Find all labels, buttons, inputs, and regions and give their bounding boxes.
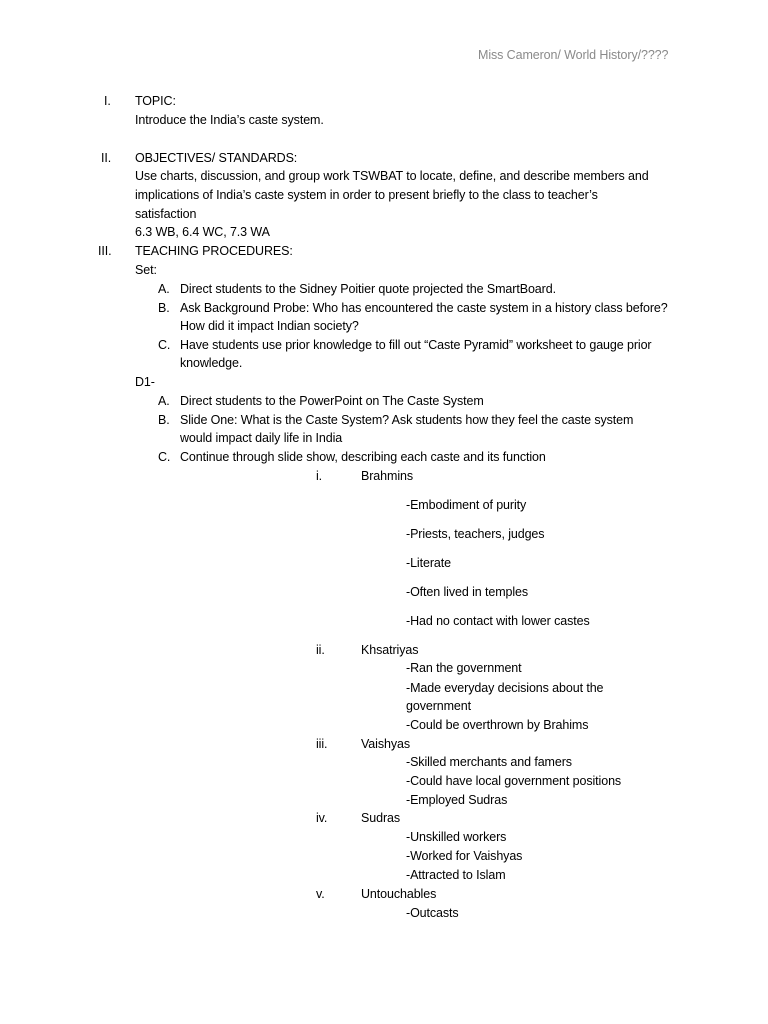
list-item-text: would impact daily life in India (180, 431, 343, 445)
list-item-text: Continue through slide show, describing each caste and its function (180, 450, 546, 464)
page-header: Miss Cameron/ World History/???? (478, 48, 669, 62)
caste-name: Sudras (361, 811, 401, 825)
section-1-number: I. (104, 94, 111, 108)
objectives-line: Use charts, discussion, and group work TSWBAT to locate, define, and describe members and (135, 169, 649, 183)
caste-number: i. (316, 469, 323, 483)
caste-name: Khsatriyas (361, 643, 419, 657)
d1-label: D1- (135, 375, 155, 389)
list-letter: B. (158, 413, 170, 427)
list-letter: B. (158, 301, 170, 315)
caste-note: -Worked for Vaishyas (406, 849, 523, 863)
list-item-text: Direct students to the Sidney Poitier quote projected the SmartBoard. (180, 282, 556, 296)
caste-number: iii. (316, 737, 328, 751)
caste-note: -Priests, teachers, judges (406, 527, 545, 541)
caste-name: Brahmins (361, 469, 413, 483)
caste-note: -Could be overthrown by Brahims (406, 718, 589, 732)
standards-line: 6.3 WB, 6.4 WC, 7.3 WA (135, 225, 270, 239)
objectives-line: satisfaction (135, 207, 197, 221)
set-label: Set: (135, 263, 157, 277)
list-letter: C. (158, 450, 171, 464)
section-2-title: OBJECTIVES/ STANDARDS: (135, 151, 298, 165)
section-3-number: III. (98, 244, 112, 258)
section-3-title: TEACHING PROCEDURES: (135, 244, 293, 258)
list-letter: C. (158, 338, 171, 352)
list-item-text: How did it impact Indian society? (180, 319, 359, 333)
caste-note: -Embodiment of purity (406, 498, 527, 512)
caste-note: -Skilled merchants and famers (406, 755, 572, 769)
caste-name: Vaishyas (361, 737, 410, 751)
caste-note: -Had no contact with lower castes (406, 614, 590, 628)
section-2-number: II. (101, 151, 112, 165)
section-1-title: TOPIC: (135, 94, 176, 108)
caste-number: ii. (316, 643, 325, 657)
caste-note: -Could have local government positions (406, 774, 622, 788)
caste-note: -Literate (406, 556, 451, 570)
list-item-text: Ask Background Probe: Who has encountered the caste system in a history class before? (180, 301, 668, 315)
caste-note: -Employed Sudras (406, 793, 508, 807)
caste-note: -Unskilled workers (406, 830, 507, 844)
caste-note: -Outcasts (406, 906, 459, 920)
list-item-text: Have students use prior knowledge to fill out “Caste Pyramid” worksheet to gauge prior (180, 338, 652, 352)
caste-number: v. (316, 887, 325, 901)
list-letter: A. (158, 394, 170, 408)
list-item-text: Slide One: What is the Caste System? Ask students how they feel the caste system (180, 413, 634, 427)
section-1-body: Introduce the India’s caste system. (135, 113, 324, 127)
list-item-text: knowledge. (180, 356, 243, 370)
caste-name: Untouchables (361, 887, 437, 901)
caste-note: -Ran the government (406, 661, 522, 675)
caste-note: -Attracted to Islam (406, 868, 506, 882)
caste-note: government (406, 699, 472, 713)
caste-number: iv. (316, 811, 328, 825)
list-letter: A. (158, 282, 170, 296)
caste-note: -Often lived in temples (406, 585, 529, 599)
caste-note: -Made everyday decisions about the (406, 681, 604, 695)
list-item-text: Direct students to the PowerPoint on The Caste System (180, 394, 484, 408)
objectives-line: implications of India’s caste system in order to present briefly to the class to teacher’s (135, 188, 598, 202)
